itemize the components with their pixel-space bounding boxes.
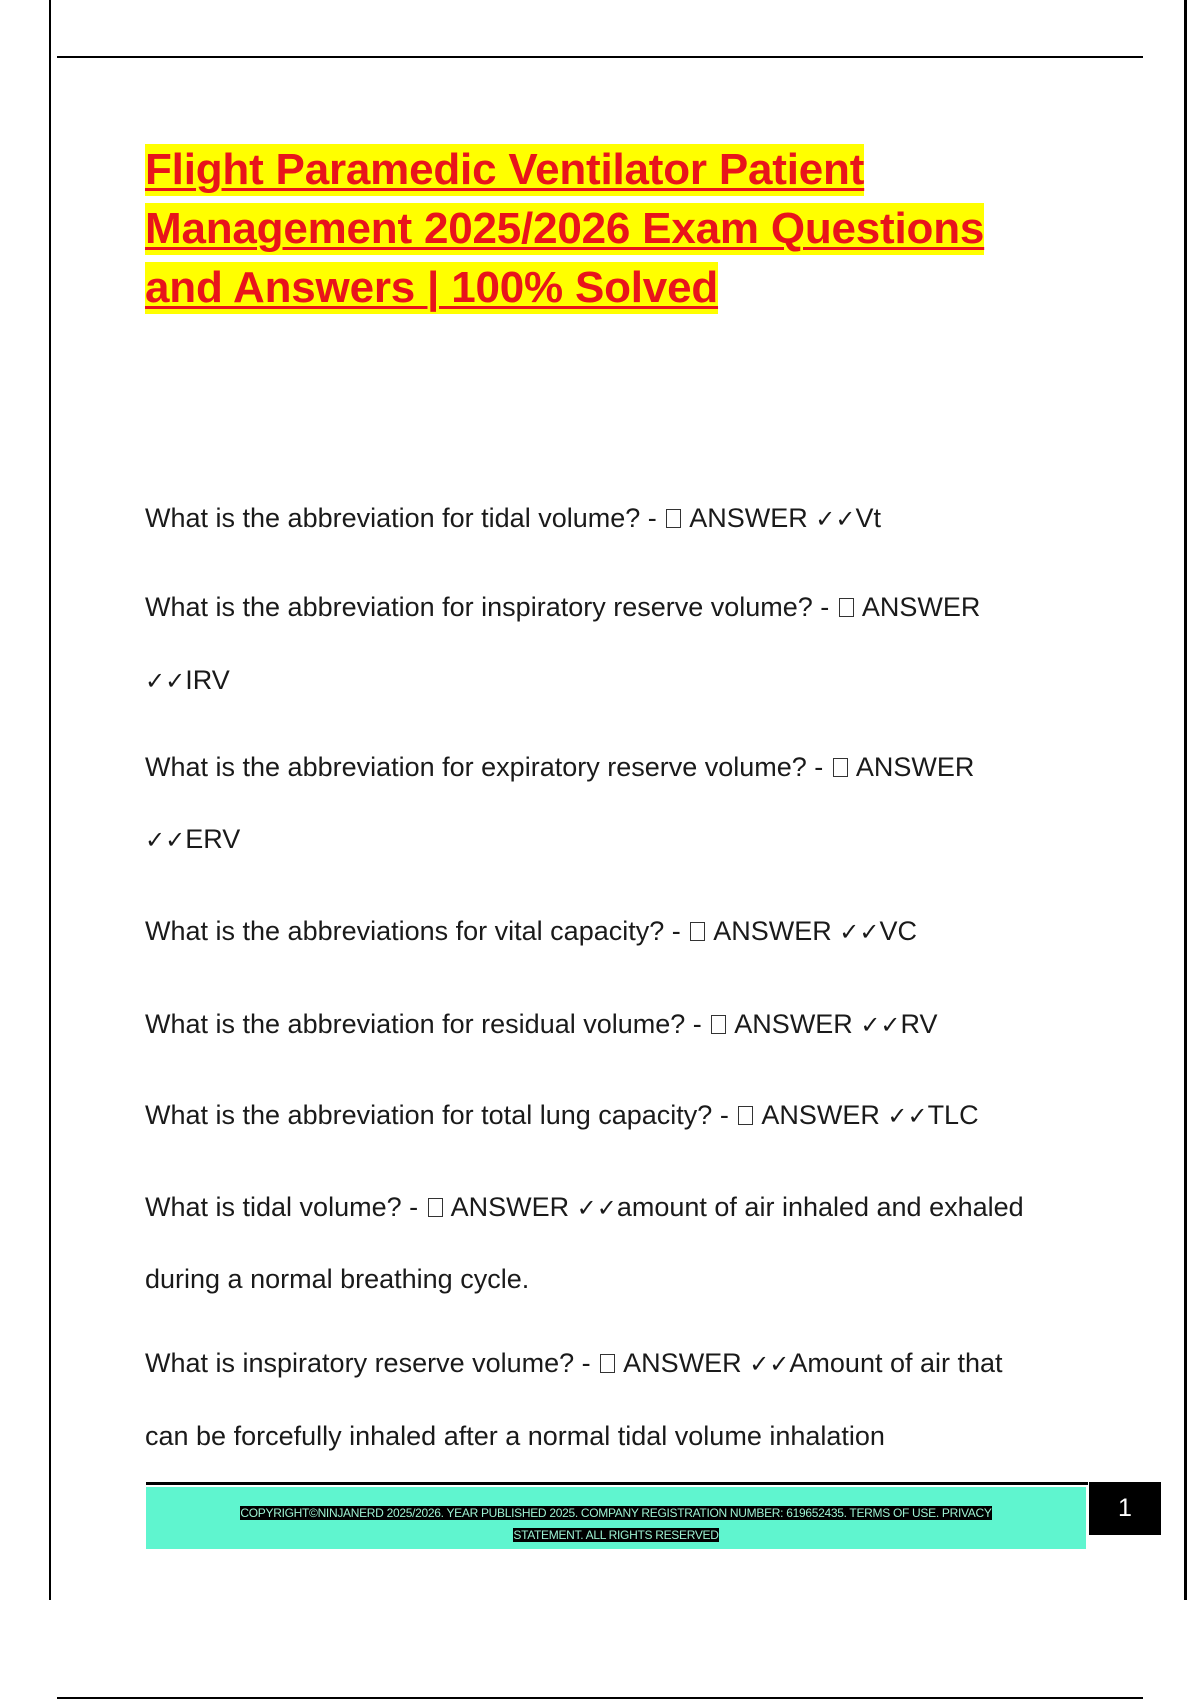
answer-label: ANSWER: [861, 592, 981, 622]
question-text: What is tidal volume? -: [145, 1192, 426, 1222]
page-right-border: [1184, 0, 1187, 1600]
missing-glyph-icon: [833, 758, 848, 777]
answer-text-continued: during a normal breathing cycle.: [145, 1264, 530, 1294]
page-left-border: [49, 0, 51, 1600]
answer-text-continued: can be forcefully inhaled after a normal tidal volume inhalation: [145, 1421, 885, 1451]
qa-item: [145, 1347, 1105, 1380]
missing-glyph-icon: [690, 922, 705, 941]
answer-label: ANSWER: [761, 1100, 888, 1130]
double-check-icon: ✓✓: [145, 826, 186, 854]
missing-glyph-icon: [711, 1015, 726, 1034]
double-check-icon: ✓✓: [576, 1194, 617, 1222]
answer-text: IRV: [185, 665, 230, 695]
missing-glyph-icon: [666, 509, 681, 528]
qa-item-continued: [145, 823, 1105, 856]
document-title: [145, 144, 1105, 321]
qa-item: [145, 1191, 1105, 1224]
double-check-icon: ✓✓: [145, 667, 186, 695]
answer-text: RV: [900, 1009, 938, 1039]
answer-text: VC: [879, 916, 918, 946]
copyright-text-line-1: COPYRIGHT©NINJANERD 2025/2026. YEAR PUBLISHED 2025. COMPANY REGISTRATION NUMBER: 619652435. TERMS OF USE. PRIVACY: [240, 1506, 992, 1520]
question-text: What is the abbreviation for residual volume? -: [145, 1009, 710, 1039]
title-line-3: and Answers | 100% Solved: [145, 263, 719, 312]
double-check-icon: ✓✓: [839, 918, 880, 946]
qa-item: [145, 502, 1105, 535]
footer-rule: [146, 1482, 1088, 1485]
qa-item: [145, 591, 1105, 623]
missing-glyph-icon: [839, 598, 854, 617]
copyright-banner: [146, 1487, 1086, 1549]
page-number: 1: [1089, 1482, 1161, 1535]
answer-text: Amount of air that: [789, 1348, 1003, 1378]
title-line-2: Management 2025/2026 Exam Questions: [145, 204, 985, 253]
qa-item-continued: [145, 1420, 1105, 1452]
question-text: What is inspiratory reserve volume? -: [145, 1348, 599, 1378]
answer-label: ANSWER: [855, 752, 975, 782]
double-check-icon: ✓✓: [815, 505, 856, 533]
qa-item: [145, 915, 1105, 948]
missing-glyph-icon: [428, 1198, 443, 1217]
answer-label: ANSWER: [713, 916, 840, 946]
answer-text: ERV: [185, 824, 241, 854]
qa-item: [145, 751, 1105, 783]
question-text: What is the abbreviation for tidal volume? -: [145, 503, 665, 533]
missing-glyph-icon: [738, 1106, 753, 1125]
answer-text: TLC: [927, 1100, 979, 1130]
answer-label: ANSWER: [450, 1192, 577, 1222]
question-text: What is the abbreviations for vital capacity? -: [145, 916, 689, 946]
copyright-text-line-2: STATEMENT. ALL RIGHTS RESERVED: [513, 1528, 719, 1542]
double-check-icon: ✓✓: [860, 1011, 901, 1039]
answer-text: amount of air inhaled and exhaled: [616, 1192, 1024, 1222]
qa-item: [145, 1099, 1105, 1132]
question-text: What is the abbreviation for total lung capacity? -: [145, 1100, 737, 1130]
qa-item: [145, 1008, 1105, 1041]
answer-text: Vt: [855, 503, 882, 533]
answer-label: ANSWER: [623, 1348, 750, 1378]
question-text: What is the abbreviation for inspiratory reserve volume? -: [145, 592, 837, 622]
qa-item-continued: [145, 664, 1105, 697]
answer-label: ANSWER: [734, 1009, 861, 1039]
missing-glyph-icon: [600, 1354, 615, 1373]
title-line-1: Flight Paramedic Ventilator Patient: [145, 145, 865, 194]
header-rule: [57, 56, 1143, 58]
double-check-icon: ✓✓: [749, 1350, 790, 1378]
qa-item-continued: [145, 1263, 1105, 1295]
footer-page-rule: [57, 1697, 1143, 1699]
question-text: What is the abbreviation for expiratory reserve volume? -: [145, 752, 831, 782]
answer-label: ANSWER: [689, 503, 816, 533]
double-check-icon: ✓✓: [887, 1102, 928, 1130]
